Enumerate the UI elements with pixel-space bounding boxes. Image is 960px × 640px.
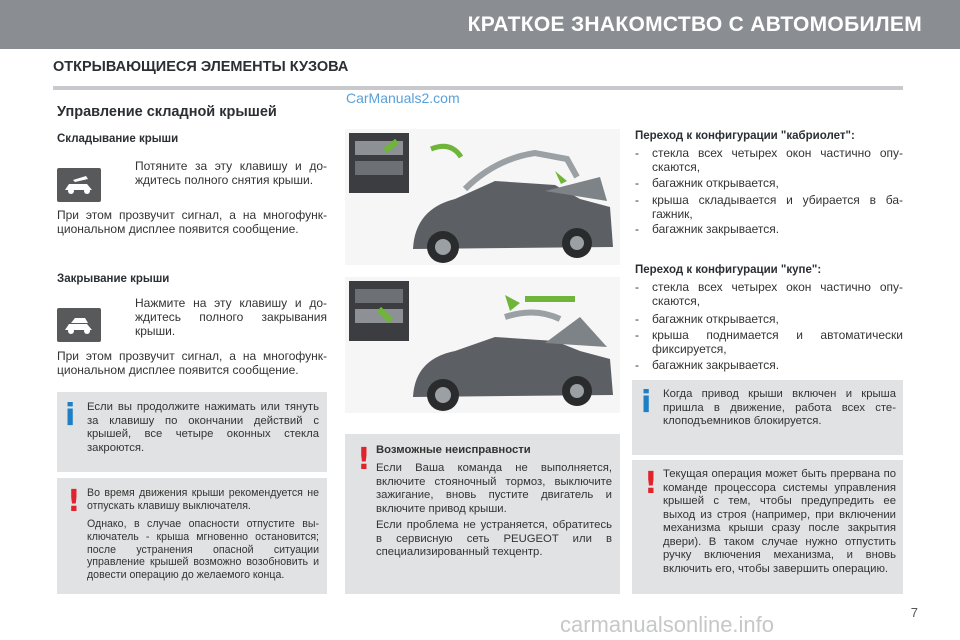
cabrio-item: - стекла всех четырех окон частично опускаются,	[635, 146, 903, 174]
header-bar	[0, 0, 960, 49]
photo-coupe-transition	[345, 277, 620, 413]
info-left-text: Если вы продолжите нажимать или тянуть за клавишу по окончании действий с крышей, все четыре оконных стекла закроются.	[87, 401, 319, 454]
folding-bullet	[114, 159, 327, 189]
watermark: CarManuals2.com	[346, 90, 460, 106]
warn-mid-title: Возможные неисправности	[376, 444, 531, 456]
warning-box-left	[57, 478, 327, 594]
section-title: ОТКРЫВАЮЩИЕСЯ ЭЛЕМЕНТЫ КУЗОВА	[53, 59, 349, 75]
roof-switch-open-icon	[57, 168, 101, 202]
roof-switch-close-icon	[57, 308, 101, 342]
warn-left-p1: Во время движения крыши рекомендуется не отпускать клавишу выключателя.	[87, 487, 319, 512]
closing-note: При этом прозвучит сигнал, а на многофункциональном дисплее появится сообщение.	[57, 349, 327, 377]
coupe-item: - крыша поднимается и автоматически фиксируется,	[635, 328, 903, 356]
folding-note: При этом прозвучит сигнал, а на многофункциональном дисплее появится сообщение.	[57, 208, 327, 236]
closing-heading: Закрывание крыши	[57, 273, 170, 285]
info-box-left	[57, 392, 327, 472]
coupe-item: - багажник открывается,	[635, 312, 779, 326]
warning-icon: !	[644, 466, 658, 501]
main-heading: Управление складной крышей	[57, 104, 277, 120]
info-box-right	[632, 380, 903, 455]
header-title: КРАТКОЕ ЗНАКОМСТВО С АВТОМОБИЛЕМ	[467, 13, 922, 36]
warning-box-middle	[345, 434, 620, 594]
folding-bullet-text: Потяните за эту клавишу и дождитесь полного снятия крыши.	[135, 159, 327, 187]
footer-watermark: carmanualsonline.info	[560, 612, 775, 637]
cabrio-heading: Переход к конфигурации "кабриолет":	[635, 130, 855, 142]
warning-box-right	[632, 460, 903, 594]
info-right-text: Когда привод крыши включен и крыша пришла в движение, работа всех стеклоподъемников блокируется.	[663, 388, 896, 427]
closing-bullet	[114, 296, 327, 340]
coupe-heading: Переход к конфигурации "купе":	[635, 264, 822, 276]
closing-bullet-text: Нажмите на эту клавишу и дождитесь полного закрывания крыши.	[135, 296, 327, 338]
warn-right-text: Текущая операция может быть прервана по команде процессора системы управления крышей с тем, чтобы предупредить ее выход из строя (например, при включении механизма крыши сразу после закрытия двери). В таком случае нужно отпустить ручку включения механизма, и вновь включить его, чтобы завершить операцию.	[663, 468, 896, 575]
cabrio-item: - багажник закрывается.	[635, 222, 780, 236]
warn-left-p2: Однако, в случае опасности отпустите выключатель - крыша мгновенно остановится; после устранения опасной ситуации управление крышей возможно возобновить и довести операцию до желаемого конца.	[87, 518, 319, 582]
photo-cabriolet-transition	[345, 129, 620, 265]
coupe-item: - багажник закрывается.	[635, 358, 780, 372]
cabrio-item: - багажник открывается,	[635, 176, 779, 190]
folding-heading: Складывание крыши	[57, 133, 179, 145]
warning-icon: !	[357, 442, 371, 477]
info-icon: i	[641, 385, 652, 420]
warn-mid-p1: Если Ваша команда не выполняется, включите стояночный тормоз, выключите зажигание, вновь пустите двигатель и включите привод крыши.	[376, 462, 612, 515]
coupe-item: - стекла всех четырех окон частично опускаются,	[635, 280, 903, 308]
warn-mid-p2: Если проблема не устраняется, обратитесь в сервисную сеть PEUGEOT или в специализированный техцентр.	[376, 519, 612, 558]
page-number: 7	[910, 605, 918, 620]
info-icon: i	[65, 398, 76, 433]
cabrio-item: - крыша складывается и убирается в багажник,	[635, 193, 903, 221]
warning-icon: !	[67, 484, 81, 519]
section-rule	[53, 86, 903, 90]
